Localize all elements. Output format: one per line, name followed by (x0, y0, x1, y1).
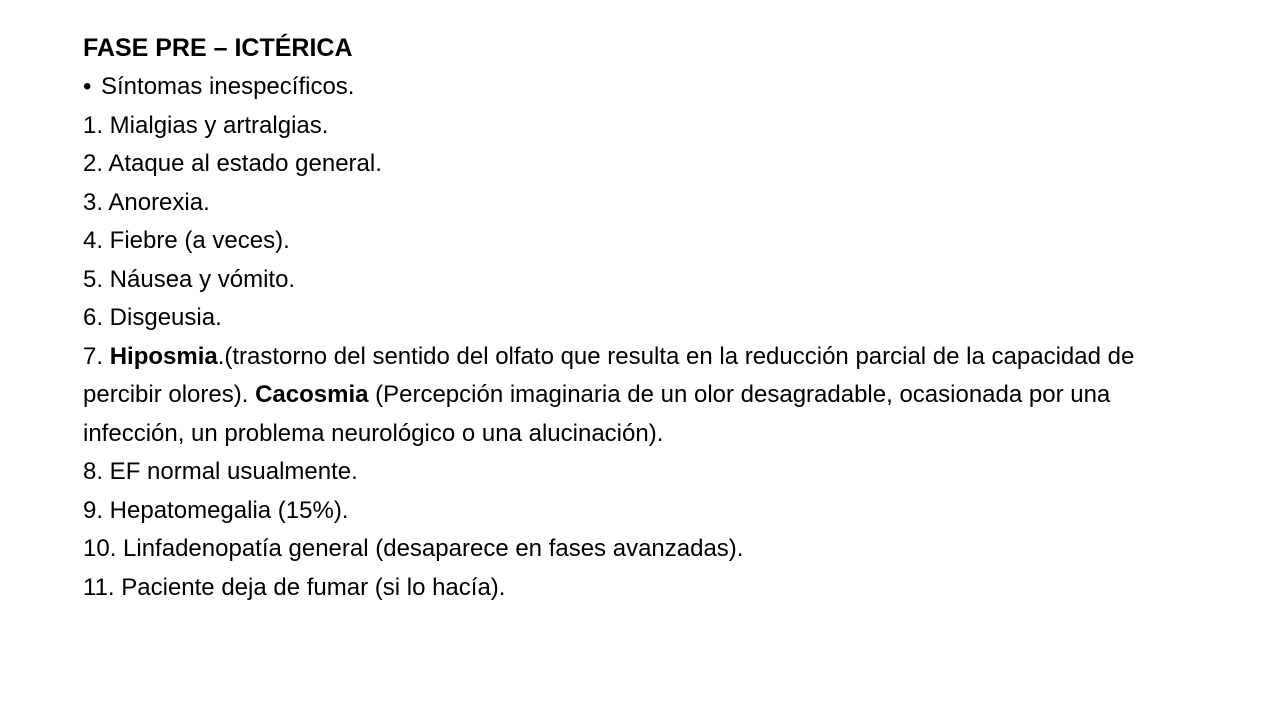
cacosmia-description: (Percepción imaginaria de un olor desagradable, ocasionada por una infección, un problema neurológico o una alucinación). (83, 381, 1111, 447)
item7-number: 7. (83, 342, 110, 370)
list-item-11: 11. Paciente deja de fumar (si lo hacía). (83, 573, 506, 601)
list-item-3: 3. Anorexia. (83, 188, 210, 216)
list-item-10: 10. Linfadenopatía general (desaparece en fases avanzadas). (83, 535, 744, 562)
hiposmia-description: .(trastorno del sentido del olfato que resulta en la reducción parcial de la capacidad de percibir olores). (83, 342, 1135, 408)
list-item-9: 9. Hepatomegalia (15%). (83, 496, 349, 524)
term-hiposmia: Hiposmia (109, 342, 218, 370)
list-item-6: 6. Disgeusia. (83, 304, 222, 331)
list-item-8: 8. EF normal usualmente. (83, 458, 358, 485)
list-item-4: 4. Fiebre (a veces). (83, 227, 290, 254)
list-item-7 (83, 338, 1163, 454)
list-item-1: 1. Mialgias y artralgias. (83, 111, 329, 139)
list-item-2: 2. Ataque al estado general. (83, 150, 382, 177)
slide-title: FASE PRE – ICTÉRICA (83, 34, 353, 62)
slide-content (83, 30, 1163, 607)
bullet-text: Síntomas inespecíficos. (101, 73, 355, 100)
term-cacosmia: Cacosmia (255, 381, 369, 408)
bullet-icon: • (83, 73, 92, 100)
bullet-item (83, 68, 1163, 107)
list-item-5: 5. Náusea y vómito. (83, 265, 296, 293)
